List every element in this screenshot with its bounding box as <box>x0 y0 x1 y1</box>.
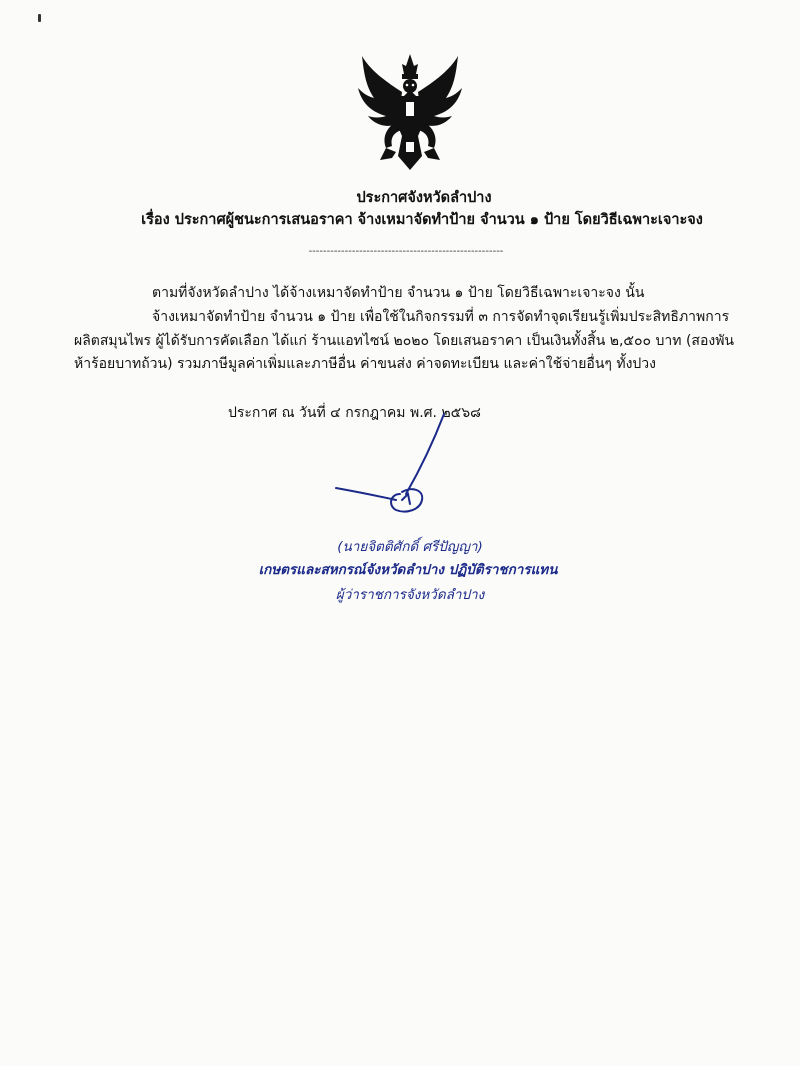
signer-office: ผู้ว่าราชการจังหวัดลำปาง <box>335 587 485 603</box>
body-line-3: ผลิตสมุนไพร ผู้ได้รับการคัดเลือก ได้แก่ ร้านแอทไซน์ ๒๐๒๐ โดยเสนอราคา เป็นเงินทั้งสิ้น ๒,๕๐๐ บาท (สองพัน <box>74 333 735 349</box>
garuda-emblem-icon <box>356 52 464 174</box>
signer-name: (นายจิตติศักดิ์ ศรีปัญญา) <box>337 539 483 555</box>
separator-line: ------------------------------------------------------ <box>308 246 504 257</box>
announcement-date: ประกาศ ณ วันที่ ๔ กรกฎาคม พ.ศ. ๒๕๖๘ <box>228 405 481 421</box>
handwritten-signature <box>330 410 470 520</box>
body-line-4: ห้าร้อยบาทถ้วน) รวมภาษีมูลค่าเพิ่มและภาษีอื่น ค่าขนส่ง ค่าจดทะเบียน และค่าใช้จ่ายอื่นๆ ทั้งปวง <box>74 356 657 372</box>
body-line-2: จ้างเหมาจัดทำป้าย จำนวน ๑ ป้าย เพื่อใช้ในกิจกรรมที่ ๓ การจัดทำจุดเรียนรู้เพิ่มประสิทธิภาพการ <box>152 309 730 325</box>
document-subject: เรื่อง ประกาศผู้ชนะการเสนอราคา จ้างเหมาจัดทำป้าย จำนวน ๑ ป้าย โดยวิธีเฉพาะเจาะจง <box>141 212 703 228</box>
signer-position: เกษตรและสหกรณ์จังหวัดลำปาง ปฏิบัติราชการแทน <box>258 562 558 578</box>
document-title: ประกาศจังหวัดลำปาง <box>356 190 492 206</box>
body-line-1: ตามที่จังหวัดลำปาง ได้จ้างเหมาจัดทำป้าย จำนวน ๑ ป้าย โดยวิธีเฉพาะเจาะจง นั้น <box>152 285 645 301</box>
scan-speck <box>38 14 41 22</box>
